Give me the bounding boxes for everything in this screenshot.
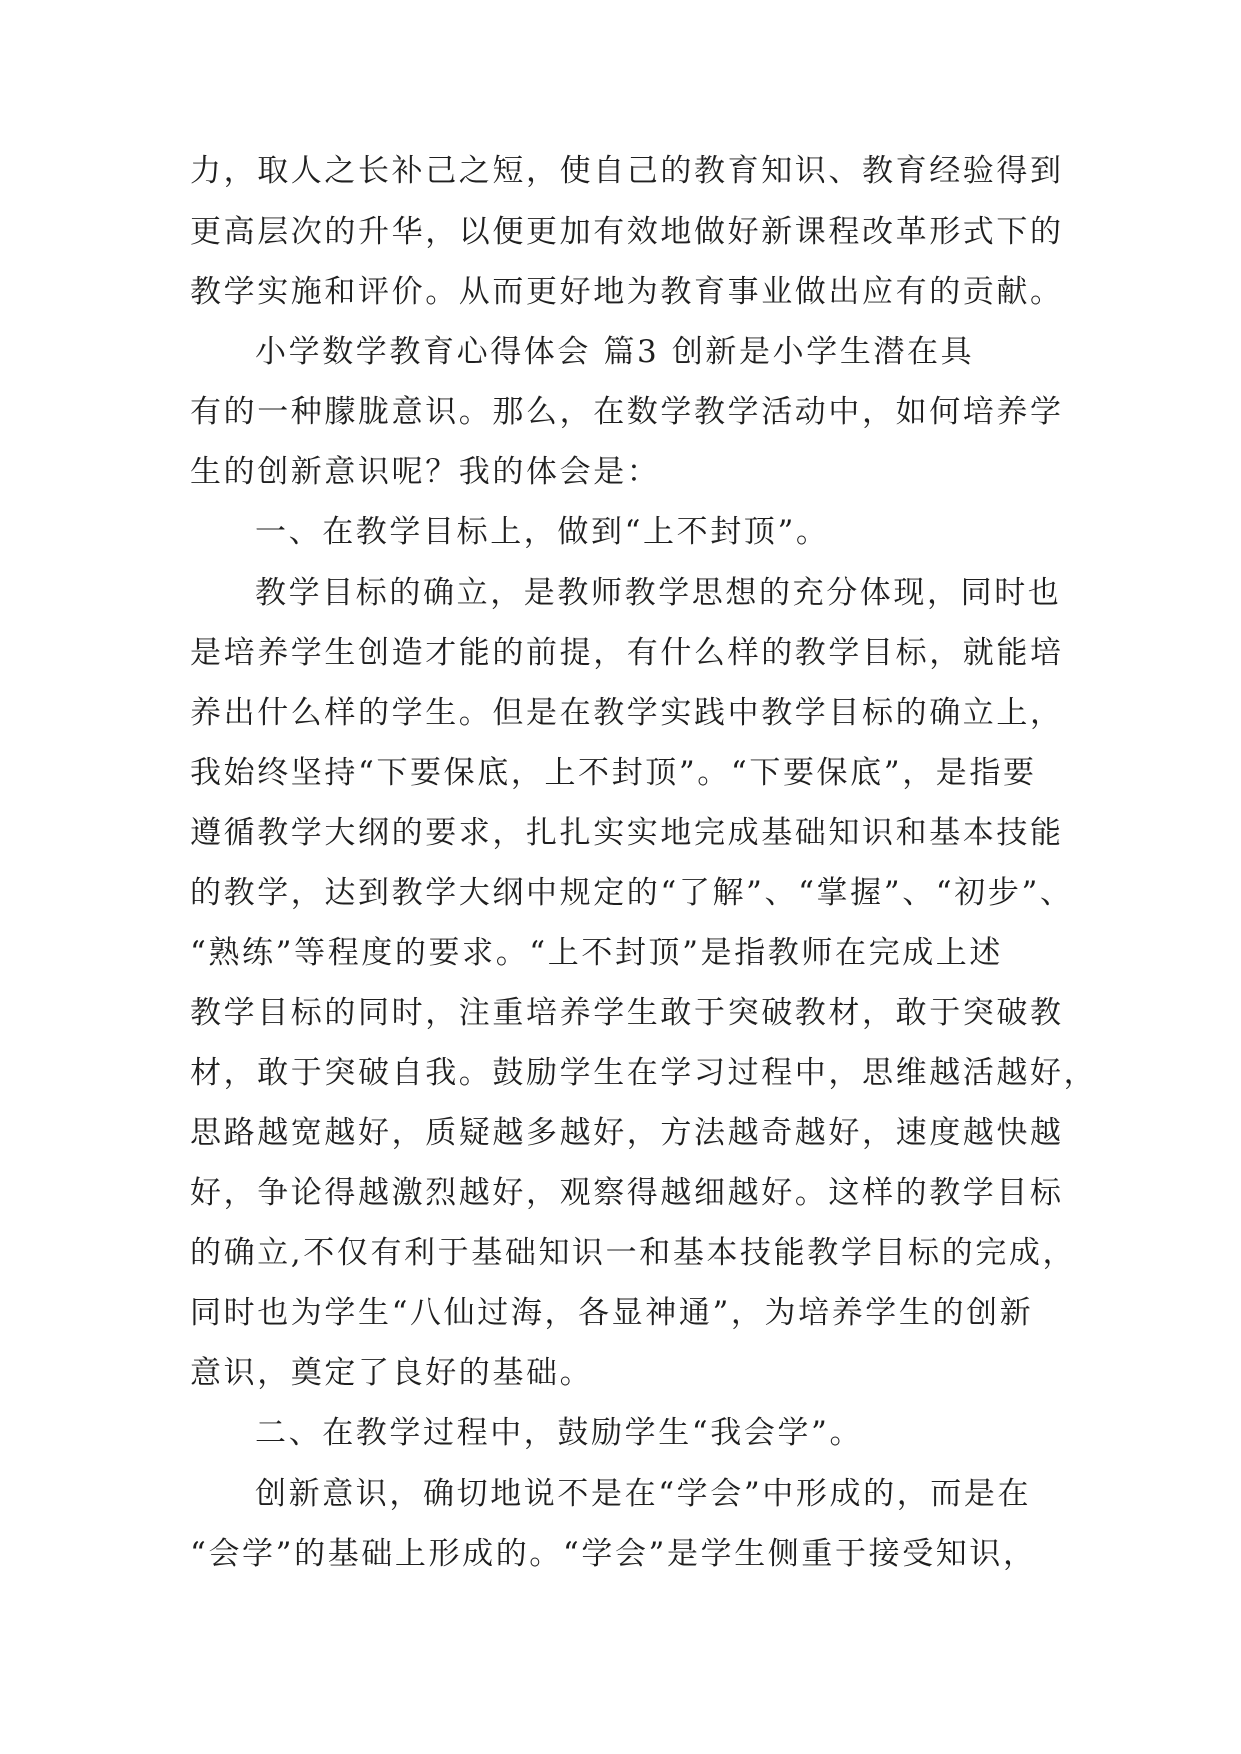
text-line: 生的创新意识呢？我的体会是： — [190, 454, 661, 490]
text-line: 有的一种朦胧意识。那么，在数学教学活动中，如何培养学 — [190, 394, 1064, 430]
text-line: 的确立,不仅有利于基础知识一和基本技能教学目标的完成， — [190, 1235, 1077, 1271]
text-line: 思路越宽越好，质疑越多越好，方法越奇越好，速度越快越 — [190, 1115, 1064, 1151]
text-line: 遵循教学大纲的要求，扎扎实实地完成基础知识和基本技能 — [190, 815, 1064, 851]
text-line: 是培养学生创造才能的前提，有什么样的教学目标，就能培 — [190, 635, 1064, 671]
subheading-line: 二、在教学过程中，鼓励学生“我会学”。 — [255, 1415, 864, 1451]
subheading-line: 一、在教学目标上，做到“上不封顶”。 — [255, 514, 830, 550]
section-heading-line: 小学数学教育心得体会 篇3 创新是小学生潜在具 — [255, 334, 975, 370]
text-line: 创新意识，确切地说不是在“学会”中形成的，而是在 — [255, 1476, 1032, 1512]
text-line: 教学实施和评价。从而更好地为教育事业做出应有的贡献。 — [190, 274, 1064, 310]
text-line: 教学目标的确立，是教师教学思想的充分体现，同时也 — [255, 575, 1062, 611]
text-line: 力，取人之长补己之短，使自己的教育知识、教育经验得到 — [190, 153, 1064, 189]
text-line: 的教学，达到教学大纲中规定的“了解”、“掌握”、“初步”、 — [190, 875, 1074, 911]
text-line: 同时也为学生“八仙过海，各显神通”，为培养学生的创新 — [190, 1295, 1034, 1331]
text-line: 好，争论得越激烈越好，观察得越细越好。这样的教学目标 — [190, 1175, 1064, 1211]
text-line: 材，敢于突破自我。鼓励学生在学习过程中，思维越活越好， — [190, 1055, 1098, 1091]
text-line: 更高层次的升华，以便更加有效地做好新课程改革形式下的 — [190, 214, 1064, 250]
text-line: 意识，奠定了良好的基础。 — [190, 1355, 594, 1391]
text-line: “熟练”等程度的要求。“上不封顶”是指教师在完成上述 — [190, 935, 1003, 971]
text-line: “会学”的基础上形成的。“学会”是学生侧重于接受知识， — [190, 1536, 1037, 1572]
text-line: 养出什么样的学生。但是在教学实践中教学目标的确立上， — [190, 695, 1064, 731]
text-line: 教学目标的同时，注重培养学生敢于突破教材，敢于突破教 — [190, 995, 1064, 1031]
text-line: 我始终坚持“下要保底，上不封顶”。“下要保底”，是指要 — [190, 755, 1037, 791]
